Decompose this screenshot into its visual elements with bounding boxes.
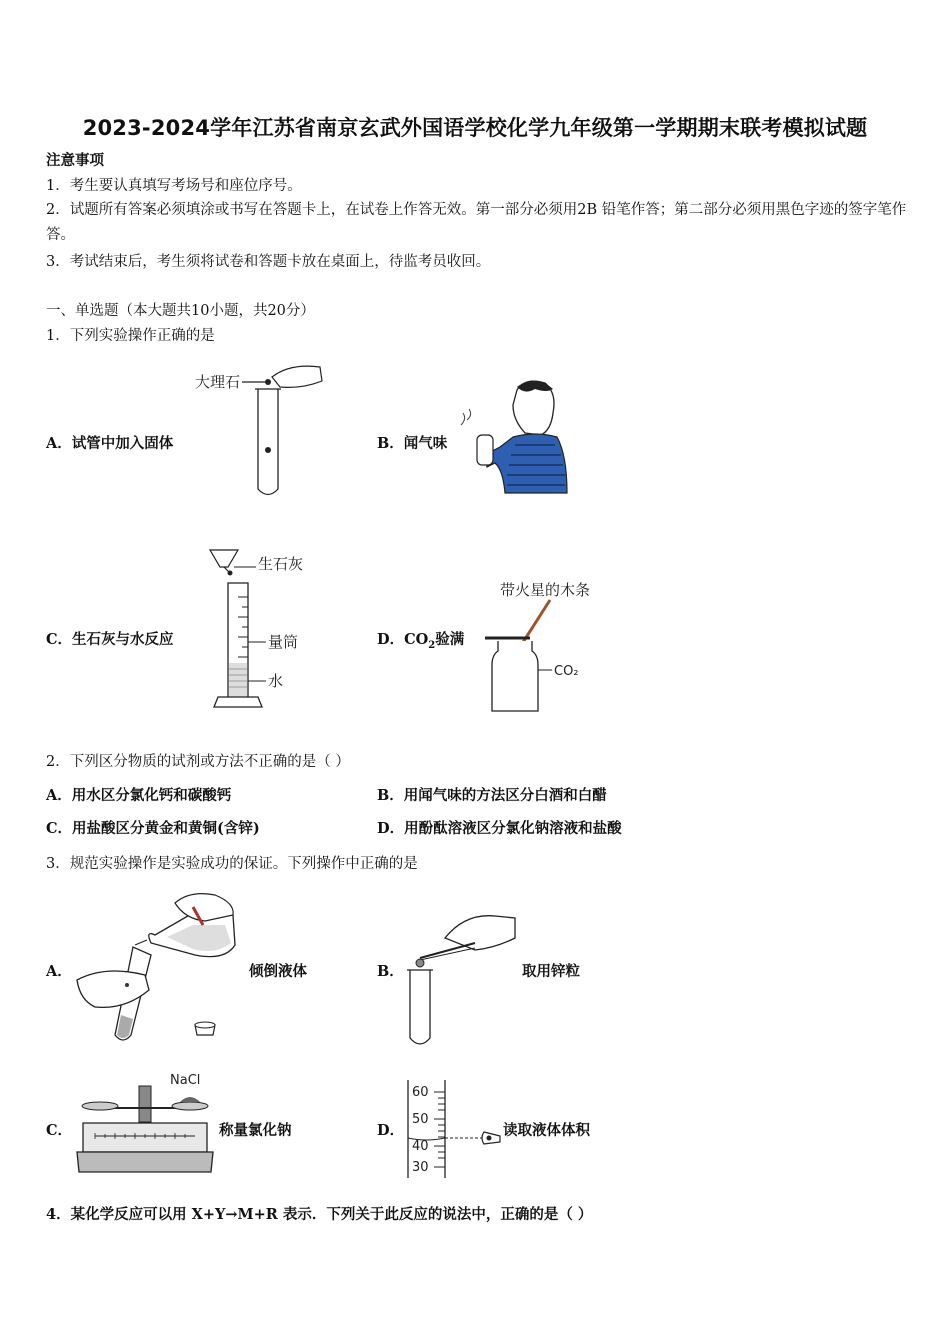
tick-50: 50 [412,1112,429,1127]
co2-label: CO₂ [554,664,579,679]
notice-heading: 注意事项 [46,152,104,169]
q3-figure-d-reading [400,1078,505,1183]
q2-option-b: B．用闻气味的方法区分白酒和白醋 [377,787,607,804]
q2-stem: 2．下列区分物质的试剂或方法不正确的是（ ） [46,754,350,770]
water-label: 水 [268,672,284,690]
q1-option-c: C．生石灰与水反应 [46,631,174,648]
marble-label: 大理石 [195,373,241,391]
q3-option-a-letter: A． [46,963,72,980]
notice-item-3: 3．考试结束后，考生须将试卷和答题卡放在桌面上，待监考员收回。 [46,254,491,270]
q1-option-d: D．$CO_2$验满 [377,631,465,651]
section-heading: 一、单选题（本大题共10小题，共20分） [46,303,315,319]
q1-figure-a-test-tube [190,355,330,505]
q3-option-b-letter: B． [377,963,404,980]
q2-option-d: D．用酚酞溶液区分氯化钠溶液和盐酸 [377,820,622,837]
q3-figure-c-balance [75,1068,220,1178]
q1-figure-c-cylinder [200,545,330,715]
q2-option-c: C．用盐酸区分黄金和黄铜(含锌) [46,820,260,837]
cylinder-label: 量筒 [268,633,299,651]
q3-option-c-letter: C． [46,1122,73,1139]
q3-figure-b-zinc [405,908,520,1048]
notice-item-2: 2．试题所有答案必须填涂或书写在答题卡上，在试卷上作答无效。第一部分必须用2B 铅笔作答；第二部分必须用黑色字迹的签字笔作答。 [46,202,907,243]
q3-option-c-text: 称量氯化钠 [219,1122,292,1139]
q1-option-b: B．闻气味 [377,435,448,452]
q1-option-a: A．试管中加入固体 [46,435,174,452]
nacl-label: NaCl [170,1073,201,1088]
q3-stem: 3．规范实验操作是实验成功的保证。下列操作中正确的是 [46,856,418,872]
tick-30: 30 [412,1160,429,1175]
q2-option-a: A．用水区分氯化钙和碳酸钙 [46,787,232,804]
quicklime-label: 生石灰 [258,555,304,573]
q1-figure-b-smelling [455,375,575,500]
glowing-stick-label: 带火星的木条 [500,581,591,599]
q3-option-d-text: 读取液体体积 [503,1122,590,1139]
q3-option-a-text: 倾倒液体 [249,963,307,980]
tick-60: 60 [412,1085,429,1100]
notice-item-1: 1．考生要认真填写考场号和座位序号。 [46,178,302,194]
q3-figure-a-pouring [75,885,245,1050]
page-title: 2023-2024学年江苏省南京玄武外国语学校化学九年级第一学期期末联考模拟试题 [82,116,868,140]
q4-stem: 4．某化学反应可以用 X+Y→M+R 表示．下列关于此反应的说法中，正确的是（ ） [46,1206,593,1223]
q3-option-d-letter: D． [377,1122,405,1139]
q1-stem: 1．下列实验操作正确的是 [46,328,215,344]
q3-option-b-text: 取用锌粒 [522,963,580,980]
q1-figure-d-co2-bottle [480,575,620,720]
tick-40: 40 [412,1139,429,1154]
